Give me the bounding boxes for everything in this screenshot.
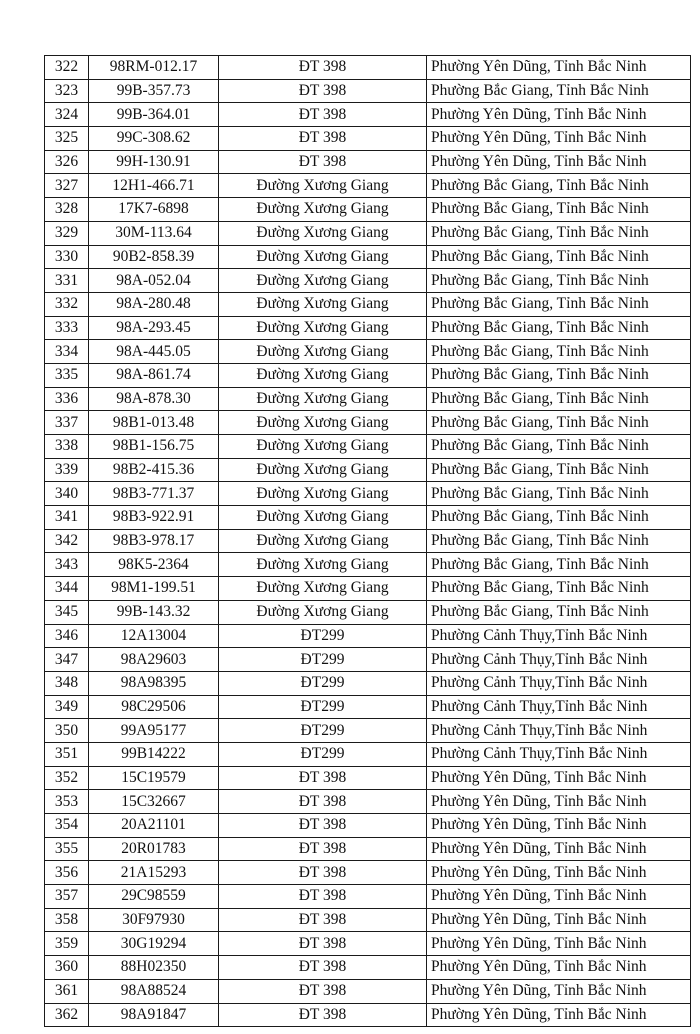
license-plate-cell: 98A-445.05 — [89, 340, 219, 364]
row-number-cell: 341 — [45, 506, 89, 530]
address-cell: Phường Bắc Giang, Tỉnh Bắc Ninh — [427, 411, 691, 435]
license-plate-cell: 99C-308.62 — [89, 127, 219, 151]
address-cell: Phường Bắc Giang, Tỉnh Bắc Ninh — [427, 506, 691, 530]
license-plate-cell: 98A-861.74 — [89, 363, 219, 387]
road-cell: ĐT 398 — [219, 885, 427, 909]
road-cell: ĐT 398 — [219, 979, 427, 1003]
row-number-cell: 352 — [45, 766, 89, 790]
table-row — [45, 411, 691, 435]
table-row — [45, 742, 691, 766]
license-plate-cell: 98A98395 — [89, 671, 219, 695]
row-number-cell: 322 — [45, 56, 89, 80]
row-number-cell: 347 — [45, 648, 89, 672]
row-number-cell: 353 — [45, 790, 89, 814]
license-plate-cell: 15C32667 — [89, 790, 219, 814]
table-row — [45, 577, 691, 601]
row-number-cell: 329 — [45, 221, 89, 245]
address-cell: Phường Bắc Giang, Tỉnh Bắc Ninh — [427, 600, 691, 624]
road-cell: Đường Xương Giang — [219, 435, 427, 459]
license-plate-cell: 98A29603 — [89, 648, 219, 672]
row-number-cell: 332 — [45, 292, 89, 316]
address-cell: Phường Bắc Giang, Tỉnh Bắc Ninh — [427, 387, 691, 411]
address-cell: Phường Yên Dũng, Tỉnh Bắc Ninh — [427, 1003, 691, 1027]
address-cell: Phường Bắc Giang, Tỉnh Bắc Ninh — [427, 363, 691, 387]
row-number-cell: 324 — [45, 103, 89, 127]
row-number-cell: 354 — [45, 814, 89, 838]
table-row — [45, 435, 691, 459]
road-cell: Đường Xương Giang — [219, 245, 427, 269]
table-row — [45, 340, 691, 364]
row-number-cell: 331 — [45, 269, 89, 293]
license-plate-cell: 30M-113.64 — [89, 221, 219, 245]
address-cell: Phường Yên Dũng, Tỉnh Bắc Ninh — [427, 908, 691, 932]
row-number-cell: 358 — [45, 908, 89, 932]
row-number-cell: 349 — [45, 695, 89, 719]
table-row — [45, 150, 691, 174]
license-plate-cell: 98B3-922.91 — [89, 506, 219, 530]
license-plate-cell: 98B3-978.17 — [89, 529, 219, 553]
address-cell: Phường Yên Dũng, Tỉnh Bắc Ninh — [427, 790, 691, 814]
road-cell: ĐT 398 — [219, 908, 427, 932]
license-plate-cell: 98A-052.04 — [89, 269, 219, 293]
license-plate-cell: 98M1-199.51 — [89, 577, 219, 601]
table-row — [45, 292, 691, 316]
row-number-cell: 326 — [45, 150, 89, 174]
license-plate-cell: 99B-364.01 — [89, 103, 219, 127]
address-cell: Phường Bắc Giang, Tỉnh Bắc Ninh — [427, 482, 691, 506]
road-cell: Đường Xương Giang — [219, 292, 427, 316]
table-row — [45, 908, 691, 932]
table-row — [45, 316, 691, 340]
license-plate-cell: 98B3-771.37 — [89, 482, 219, 506]
license-plate-cell: 98K5-2364 — [89, 553, 219, 577]
table-row — [45, 458, 691, 482]
road-cell: Đường Xương Giang — [219, 198, 427, 222]
road-cell: ĐT 398 — [219, 127, 427, 151]
table-row — [45, 174, 691, 198]
road-cell: ĐT 398 — [219, 1003, 427, 1027]
road-cell: ĐT 398 — [219, 956, 427, 980]
license-plate-cell: 30F97930 — [89, 908, 219, 932]
table-row — [45, 506, 691, 530]
road-cell: Đường Xương Giang — [219, 529, 427, 553]
row-number-cell: 336 — [45, 387, 89, 411]
row-number-cell: 348 — [45, 671, 89, 695]
table-row — [45, 529, 691, 553]
table-row — [45, 837, 691, 861]
table-row — [45, 885, 691, 909]
row-number-cell: 335 — [45, 363, 89, 387]
address-cell: Phường Bắc Giang, Tỉnh Bắc Ninh — [427, 79, 691, 103]
address-cell: Phường Cảnh Thụy,Tỉnh Bắc Ninh — [427, 671, 691, 695]
table-row — [45, 269, 691, 293]
table-row — [45, 932, 691, 956]
road-cell: ĐT299 — [219, 695, 427, 719]
row-number-cell: 350 — [45, 719, 89, 743]
license-plate-cell: 17K7-6898 — [89, 198, 219, 222]
table-row — [45, 221, 691, 245]
license-plate-cell: 12A13004 — [89, 624, 219, 648]
address-cell: Phường Cảnh Thụy,Tỉnh Bắc Ninh — [427, 742, 691, 766]
table-row — [45, 198, 691, 222]
row-number-cell: 351 — [45, 742, 89, 766]
table-row — [45, 671, 691, 695]
license-plate-cell: 99B-357.73 — [89, 79, 219, 103]
road-cell: Đường Xương Giang — [219, 458, 427, 482]
license-plate-cell: 98RM-012.17 — [89, 56, 219, 80]
row-number-cell: 330 — [45, 245, 89, 269]
row-number-cell: 337 — [45, 411, 89, 435]
road-cell: Đường Xương Giang — [219, 269, 427, 293]
address-cell: Phường Bắc Giang, Tỉnh Bắc Ninh — [427, 435, 691, 459]
row-number-cell: 338 — [45, 435, 89, 459]
road-cell: Đường Xương Giang — [219, 506, 427, 530]
row-number-cell: 327 — [45, 174, 89, 198]
row-number-cell: 359 — [45, 932, 89, 956]
license-plate-cell: 98A-878.30 — [89, 387, 219, 411]
road-cell: ĐT 398 — [219, 814, 427, 838]
address-cell: Phường Cảnh Thụy,Tỉnh Bắc Ninh — [427, 648, 691, 672]
table-row — [45, 245, 691, 269]
road-cell: ĐT 398 — [219, 56, 427, 80]
address-cell: Phường Yên Dũng, Tỉnh Bắc Ninh — [427, 956, 691, 980]
address-cell: Phường Yên Dũng, Tỉnh Bắc Ninh — [427, 814, 691, 838]
row-number-cell: 344 — [45, 577, 89, 601]
address-cell: Phường Cảnh Thụy,Tỉnh Bắc Ninh — [427, 695, 691, 719]
table-row — [45, 719, 691, 743]
row-number-cell: 357 — [45, 885, 89, 909]
road-cell: ĐT 398 — [219, 790, 427, 814]
road-cell: Đường Xương Giang — [219, 600, 427, 624]
road-cell: ĐT 398 — [219, 837, 427, 861]
row-number-cell: 328 — [45, 198, 89, 222]
table-body — [45, 56, 691, 1027]
license-plate-cell: 98A91847 — [89, 1003, 219, 1027]
license-plate-cell: 98A-293.45 — [89, 316, 219, 340]
row-number-cell: 339 — [45, 458, 89, 482]
license-plate-cell: 29C98559 — [89, 885, 219, 909]
address-cell: Phường Bắc Giang, Tỉnh Bắc Ninh — [427, 174, 691, 198]
row-number-cell: 346 — [45, 624, 89, 648]
table-row — [45, 624, 691, 648]
table-row — [45, 127, 691, 151]
address-cell: Phường Bắc Giang, Tỉnh Bắc Ninh — [427, 553, 691, 577]
license-plate-cell: 12H1-466.71 — [89, 174, 219, 198]
address-cell: Phường Bắc Giang, Tỉnh Bắc Ninh — [427, 269, 691, 293]
table-row — [45, 553, 691, 577]
address-cell: Phường Bắc Giang, Tỉnh Bắc Ninh — [427, 221, 691, 245]
license-plate-cell: 20A21101 — [89, 814, 219, 838]
license-plate-cell: 99B-143.32 — [89, 600, 219, 624]
row-number-cell: 334 — [45, 340, 89, 364]
license-plate-cell: 98C29506 — [89, 695, 219, 719]
table-row — [45, 363, 691, 387]
road-cell: ĐT299 — [219, 624, 427, 648]
road-cell: Đường Xương Giang — [219, 577, 427, 601]
license-plate-cell: 99A95177 — [89, 719, 219, 743]
license-plate-cell: 99H-130.91 — [89, 150, 219, 174]
license-plate-cell: 98A88524 — [89, 979, 219, 1003]
address-cell: Phường Bắc Giang, Tỉnh Bắc Ninh — [427, 316, 691, 340]
road-cell: ĐT 398 — [219, 861, 427, 885]
license-plate-cell: 98A-280.48 — [89, 292, 219, 316]
table-row — [45, 56, 691, 80]
road-cell: ĐT 398 — [219, 103, 427, 127]
table-row — [45, 1003, 691, 1027]
table-row — [45, 482, 691, 506]
violations-table — [44, 55, 691, 1027]
address-cell: Phường Bắc Giang, Tỉnh Bắc Ninh — [427, 577, 691, 601]
table-row — [45, 979, 691, 1003]
row-number-cell: 360 — [45, 956, 89, 980]
address-cell: Phường Yên Dũng, Tỉnh Bắc Ninh — [427, 861, 691, 885]
row-number-cell: 343 — [45, 553, 89, 577]
table-row — [45, 648, 691, 672]
row-number-cell: 355 — [45, 837, 89, 861]
road-cell: ĐT 398 — [219, 932, 427, 956]
table-row — [45, 103, 691, 127]
row-number-cell: 323 — [45, 79, 89, 103]
license-plate-cell: 99B14222 — [89, 742, 219, 766]
row-number-cell: 356 — [45, 861, 89, 885]
license-plate-cell: 20R01783 — [89, 837, 219, 861]
road-cell: ĐT299 — [219, 671, 427, 695]
table-row — [45, 766, 691, 790]
row-number-cell: 340 — [45, 482, 89, 506]
table-row — [45, 387, 691, 411]
license-plate-cell: 90B2-858.39 — [89, 245, 219, 269]
row-number-cell: 333 — [45, 316, 89, 340]
license-plate-cell: 98B1-013.48 — [89, 411, 219, 435]
road-cell: Đường Xương Giang — [219, 363, 427, 387]
address-cell: Phường Bắc Giang, Tỉnh Bắc Ninh — [427, 340, 691, 364]
road-cell: ĐT299 — [219, 719, 427, 743]
table-row — [45, 861, 691, 885]
address-cell: Phường Bắc Giang, Tỉnh Bắc Ninh — [427, 458, 691, 482]
address-cell: Phường Bắc Giang, Tỉnh Bắc Ninh — [427, 292, 691, 316]
row-number-cell: 361 — [45, 979, 89, 1003]
license-plate-cell: 21A15293 — [89, 861, 219, 885]
address-cell: Phường Cảnh Thụy,Tỉnh Bắc Ninh — [427, 624, 691, 648]
address-cell: Phường Yên Dũng, Tỉnh Bắc Ninh — [427, 150, 691, 174]
address-cell: Phường Yên Dũng, Tỉnh Bắc Ninh — [427, 932, 691, 956]
table-row — [45, 79, 691, 103]
road-cell: ĐT 398 — [219, 766, 427, 790]
road-cell: ĐT299 — [219, 648, 427, 672]
road-cell: ĐT 398 — [219, 79, 427, 103]
row-number-cell: 325 — [45, 127, 89, 151]
road-cell: Đường Xương Giang — [219, 553, 427, 577]
license-plate-cell: 98B1-156.75 — [89, 435, 219, 459]
address-cell: Phường Cảnh Thụy,Tỉnh Bắc Ninh — [427, 719, 691, 743]
road-cell: Đường Xương Giang — [219, 482, 427, 506]
table-row — [45, 600, 691, 624]
row-number-cell: 342 — [45, 529, 89, 553]
address-cell: Phường Bắc Giang, Tỉnh Bắc Ninh — [427, 198, 691, 222]
road-cell: Đường Xương Giang — [219, 387, 427, 411]
road-cell: ĐT 398 — [219, 150, 427, 174]
address-cell: Phường Bắc Giang, Tỉnh Bắc Ninh — [427, 245, 691, 269]
road-cell: Đường Xương Giang — [219, 316, 427, 340]
road-cell: Đường Xương Giang — [219, 340, 427, 364]
road-cell: Đường Xương Giang — [219, 411, 427, 435]
license-plate-cell: 30G19294 — [89, 932, 219, 956]
road-cell: ĐT299 — [219, 742, 427, 766]
address-cell: Phường Bắc Giang, Tỉnh Bắc Ninh — [427, 529, 691, 553]
road-cell: Đường Xương Giang — [219, 174, 427, 198]
license-plate-cell: 98B2-415.36 — [89, 458, 219, 482]
table-row — [45, 790, 691, 814]
address-cell: Phường Yên Dũng, Tỉnh Bắc Ninh — [427, 56, 691, 80]
row-number-cell: 362 — [45, 1003, 89, 1027]
license-plate-cell: 15C19579 — [89, 766, 219, 790]
address-cell: Phường Yên Dũng, Tỉnh Bắc Ninh — [427, 979, 691, 1003]
table-row — [45, 956, 691, 980]
table-row — [45, 814, 691, 838]
address-cell: Phường Yên Dũng, Tỉnh Bắc Ninh — [427, 127, 691, 151]
address-cell: Phường Yên Dũng, Tỉnh Bắc Ninh — [427, 103, 691, 127]
row-number-cell: 345 — [45, 600, 89, 624]
address-cell: Phường Yên Dũng, Tỉnh Bắc Ninh — [427, 885, 691, 909]
table-row — [45, 695, 691, 719]
address-cell: Phường Yên Dũng, Tỉnh Bắc Ninh — [427, 766, 691, 790]
road-cell: Đường Xương Giang — [219, 221, 427, 245]
license-plate-cell: 88H02350 — [89, 956, 219, 980]
address-cell: Phường Yên Dũng, Tỉnh Bắc Ninh — [427, 837, 691, 861]
